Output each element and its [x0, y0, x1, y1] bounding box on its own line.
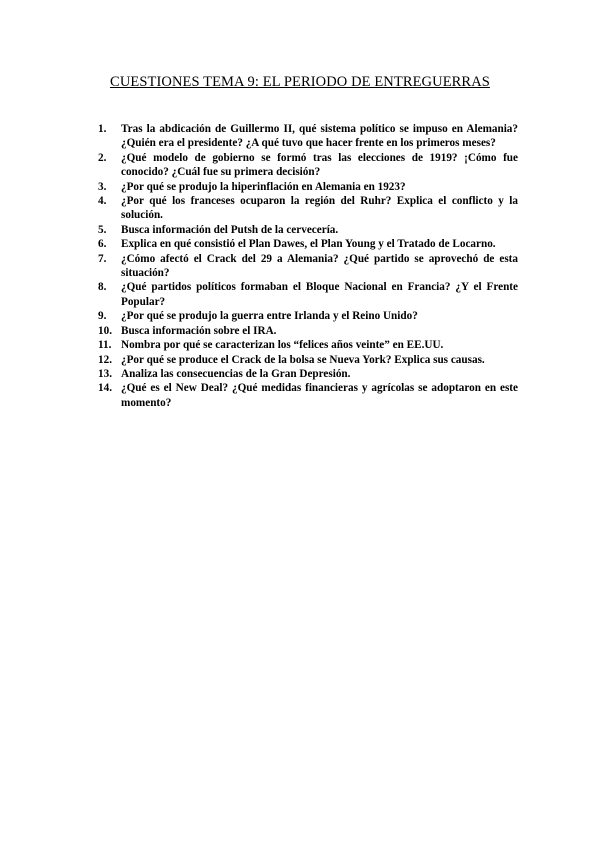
question-number: 10.	[98, 324, 112, 337]
question-number: 6.	[98, 238, 107, 251]
question-number: 13.	[98, 367, 112, 380]
question-text: ¿Qué modelo de gobierno se formó tras las elecciones de 1919? ¡Cómo fue conocido? ¿Cuál fue su primera decisión?	[121, 151, 518, 179]
question-item	[98, 280, 518, 309]
question-number: 1.	[98, 123, 107, 135]
question-item	[98, 252, 518, 281]
question-item	[98, 367, 518, 381]
question-item	[98, 338, 518, 352]
question-list	[98, 122, 518, 410]
question-text: Analiza las consecuencias de la Gran Depresión.	[121, 367, 351, 380]
question-number: 11.	[98, 339, 112, 352]
question-text: ¿Por qué se produjo la guerra entre Irlanda y el Reino Unido?	[121, 310, 418, 323]
question-number: 9.	[98, 310, 107, 323]
question-item	[98, 237, 518, 251]
question-item	[98, 151, 518, 180]
question-text: Explica en qué consistió el Plan Dawes, el Plan Young y el Tratado de Locarno.	[121, 238, 496, 251]
question-item	[98, 324, 518, 338]
question-number: 2.	[98, 151, 107, 164]
question-item	[98, 353, 518, 367]
question-item	[98, 180, 518, 194]
question-item	[98, 122, 518, 151]
question-text: ¿Por qué se produce el Crack de la bolsa se Nueva York? Explica sus causas.	[121, 353, 485, 366]
question-item	[98, 223, 518, 237]
question-text: Tras la abdicación de Guillermo II, qué sistema político se impuso en Alemania? ¿Quién era el presidente? ¿A qué tuvo que hacer frente en los primeros meses?	[121, 123, 518, 150]
question-number: 7.	[98, 252, 107, 265]
question-text: ¿Por qué se produjo la hiperinflación en Alemania en 1923?	[121, 180, 406, 193]
question-text: ¿Cómo afectó el Crack del 29 a Alemania? ¿Qué partido se aprovechó de esta situación?	[121, 252, 518, 280]
question-text: Busca información del Putsh de la cervecería.	[121, 223, 339, 236]
question-number: 4.	[98, 195, 107, 208]
question-text: ¿Qué partidos políticos formaban el Bloque Nacional en Francia? ¿Y el Frente Popular?	[121, 281, 518, 308]
page-title: CUESTIONES TEMA 9: EL PERIODO DE ENTREGUERRAS	[110, 74, 490, 90]
question-item	[98, 194, 518, 223]
question-number: 8.	[98, 281, 107, 294]
question-item	[98, 381, 518, 410]
question-item	[98, 309, 518, 323]
question-number: 5.	[98, 223, 107, 236]
question-number: 3.	[98, 180, 107, 193]
question-text: Nombra por qué se caracterizan los “felices años veinte” en EE.UU.	[121, 339, 444, 352]
question-text: ¿Qué es el New Deal? ¿Qué medidas financieras y agrícolas se adoptaron en este momento?	[121, 382, 518, 409]
question-text: Busca información sobre el IRA.	[121, 324, 277, 337]
question-number: 12.	[98, 353, 112, 366]
question-number: 14.	[98, 382, 112, 395]
question-text: ¿Por qué los franceses ocuparon la región del Ruhr? Explica el conflicto y la solución.	[121, 195, 518, 222]
